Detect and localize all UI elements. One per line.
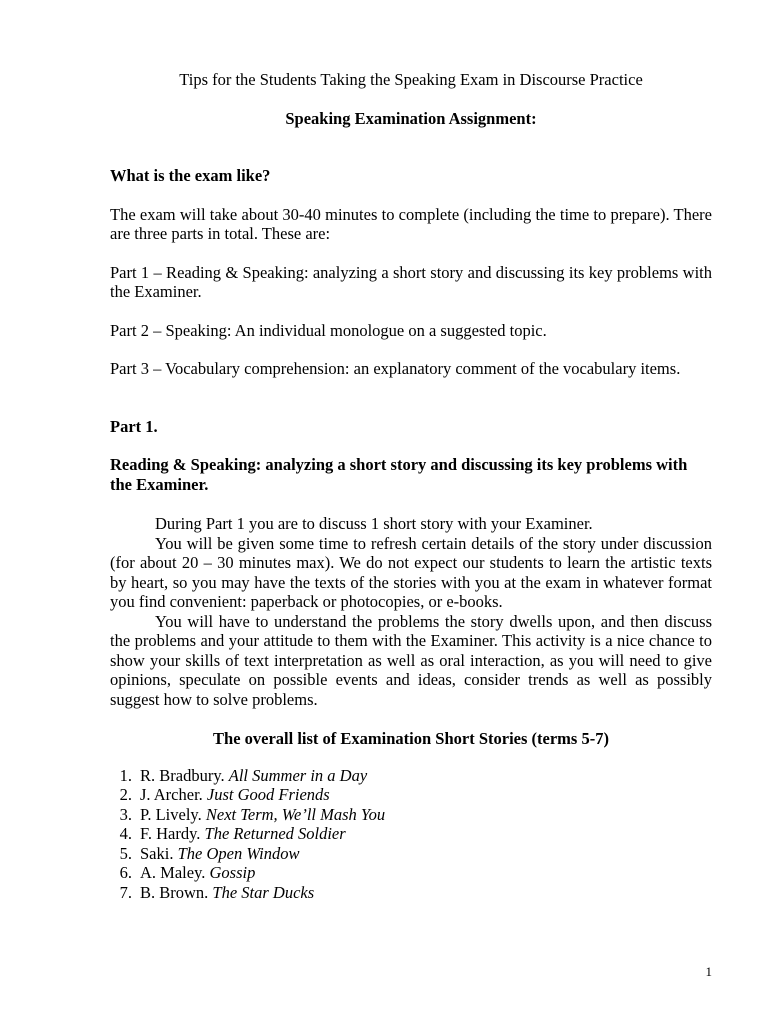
part-3-summary: Part 3 – Vocabulary comprehension: an explanatory comment of the vocabulary items.	[110, 359, 681, 378]
part-1-subheading: Reading & Speaking: analyzing a short story and discussing its key problems with the Examiner.	[110, 455, 688, 494]
list-item-number: 6.	[119, 863, 132, 883]
part-2-summary: Part 2 – Speaking: An individual monologue on a suggested topic.	[110, 320, 547, 340]
list-item-number: 2.	[119, 785, 132, 805]
story-title: All Summer in a Day	[228, 765, 368, 785]
document-title: Tips for the Students Taking the Speaking Exam in Discourse Practice	[179, 70, 643, 89]
list-item	[110, 766, 712, 786]
exam-overview-heading: What is the exam like?	[110, 166, 271, 185]
part-1-paragraph: You will have to understand the problems the story dwells upon, and then discuss the problems and your attitude to them with the Examiner. This activity is a nice chance to show your skills of text interpretation as well as oral interaction, as you will need to give opinions, speculate on possible events and ideas, consider trends as well as possibly suggest how to solve problems.	[110, 611, 712, 709]
list-item-number: 1.	[119, 765, 132, 785]
exam-intro-paragraph: The exam will take about 30-40 minutes to complete (including the time to prepare). There are three parts in total. These are:	[110, 204, 712, 243]
list-item	[110, 805, 712, 825]
part-1-summary: Part 1 – Reading & Speaking: analyzing a short story and discussing its key problems with the Examiner.	[110, 262, 712, 301]
story-author: Saki.	[140, 843, 178, 863]
story-title: The Returned Soldier	[204, 824, 346, 844]
story-author: A. Maley.	[140, 863, 210, 883]
assignment-heading: Speaking Examination Assignment:	[285, 108, 537, 128]
story-author: J. Archer.	[140, 785, 207, 805]
stories-list-heading: The overall list of Examination Short Stories (terms 5-7)	[213, 729, 609, 748]
story-author: R. Bradbury.	[140, 765, 229, 785]
list-item-number: 5.	[119, 843, 132, 863]
story-author: B. Brown.	[140, 883, 213, 903]
story-title: The Star Ducks	[212, 883, 315, 903]
stories-list	[110, 766, 712, 903]
story-title: Next Term, We’ll Mash You	[205, 804, 386, 824]
page-number: 1	[705, 964, 712, 979]
list-item	[110, 863, 712, 883]
list-item-number: 7.	[119, 883, 132, 903]
list-item	[110, 883, 712, 903]
story-author: F. Hardy.	[140, 824, 205, 844]
part-1-paragraph: You will be given some time to refresh certain details of the story under discussion (for about 20 – 30 minutes max). We do not expect our students to learn the artistic texts by heart, so you may have the texts of the stories with you at the exam in whatever format you find convenient: paperback or photocopies, or e-books.	[110, 533, 712, 611]
list-item	[110, 824, 712, 844]
list-item-number: 4.	[119, 824, 132, 844]
list-item	[110, 785, 712, 805]
story-author: P. Lively.	[140, 804, 206, 824]
part-1-paragraph: During Part 1 you are to discuss 1 short story with your Examiner.	[155, 514, 593, 533]
story-title: Gossip	[209, 863, 256, 883]
list-item	[110, 844, 712, 864]
story-title: The Open Window	[177, 843, 300, 863]
document-page	[110, 66, 712, 903]
list-item-number: 3.	[119, 804, 132, 824]
part-1-heading: Part 1.	[110, 416, 158, 436]
story-title: Just Good Friends	[206, 785, 330, 805]
